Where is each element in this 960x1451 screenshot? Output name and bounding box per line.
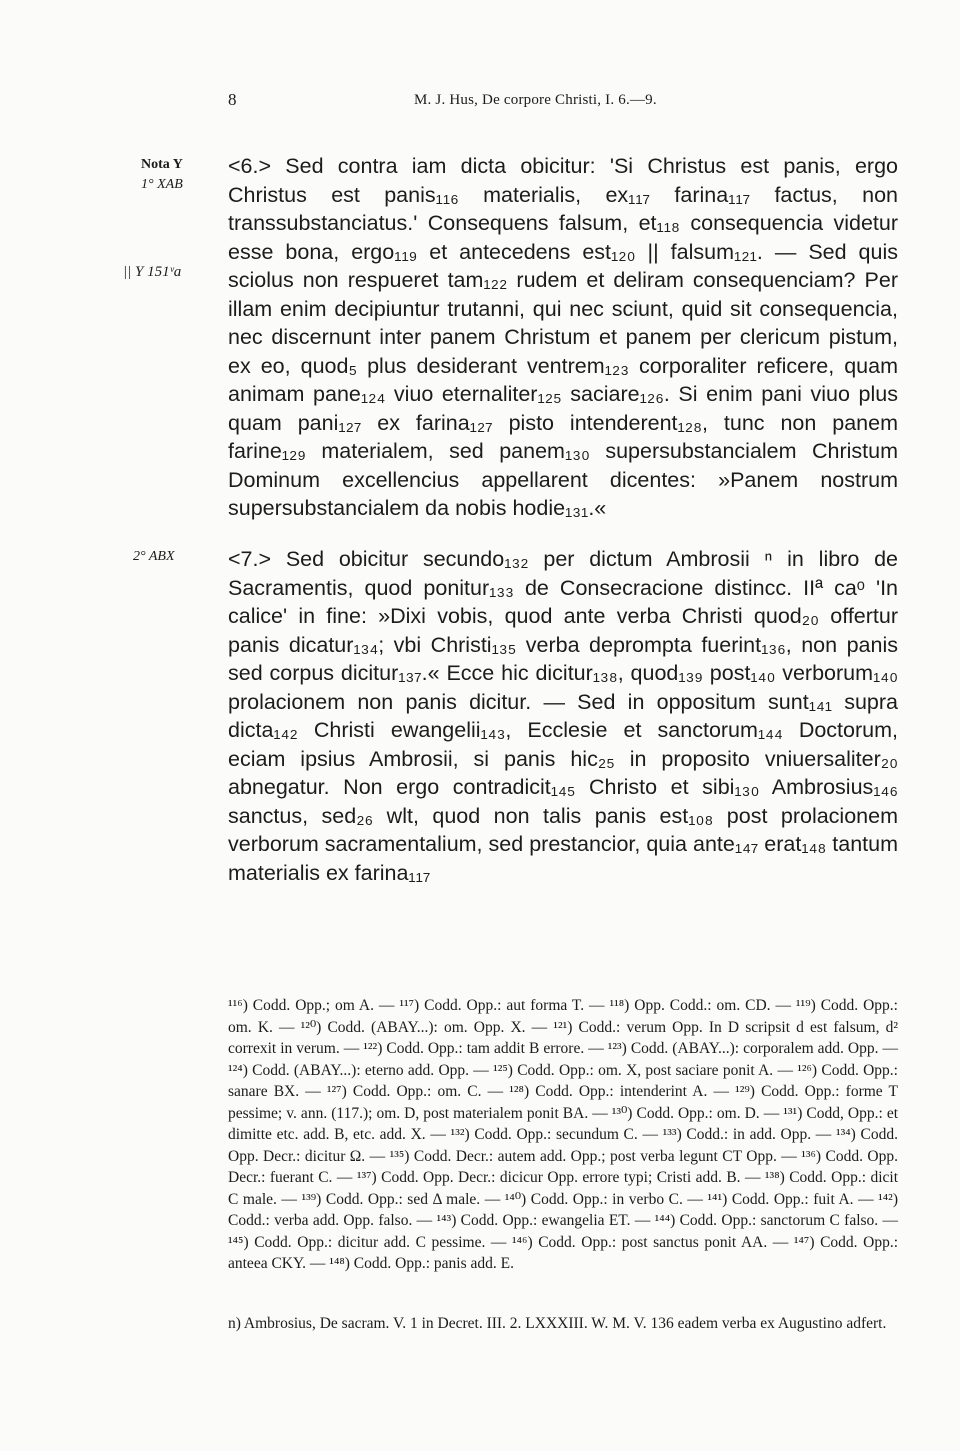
critical-apparatus-footnotes: ¹¹⁶) Codd. Opp.; om A. — ¹¹⁷) Codd. Opp.: aut forma T. — ¹¹⁸) Opp. Codd.: om. CD. — ¹¹⁹) Codd. Opp.: om. K. — ¹²⁰) Codd. (ABAY...): om. Opp. X. — ¹²¹) Codd.: verum Opp. In D scripsit d est falsum, d² correxit in verum. — ¹²²) Codd. Opp.: tam addit B errore. — ¹²³) Codd. (ABAY...): corporalem add. Opp. — ¹²⁴) Codd. (ABAY...): eterno add. Opp. — ¹²⁵) Codd. Opp.: om. X, post saciare ponit A. — ¹²⁶) Codd. Opp.: sanare BX. — ¹²⁷) Codd. Opp.: om. C. — ¹²⁸) Codd. Opp.: intenderint A. — ¹²⁹) Codd. Opp.: forme T pessime; v. ann. (117.); om. D, post materialem ponit BA. — ¹³⁰) Codd. Opp.: om. D. — ¹³¹) Codd, Opp.: et dimitte etc. add. B, etc. add. X. — ¹³²) Codd. Opp.: secundum C. — ¹³³) Codd.: in add. Opp. — ¹³⁴) Codd. Opp. Decr.: dicitur Ω. — ¹³⁵) Codd. Decr.: autem add. Opp.; post verba legunt CT Opp. — ¹³⁶) Codd. Opp. Decr.: fuerant C. — ¹³⁷) Codd. Opp. Decr.: dicicur Opp. errore typi; Cristi add. B. — ¹³⁸) Codd. Opp.: dicit C male. — ¹³⁹) Codd. Opp.: sed Δ male. — ¹⁴⁰) Codd. Opp.: in verbo C. — ¹⁴¹) Codd. Opp.: fuit A. — ¹⁴²) Codd.: verba add. Opp. falso. — ¹⁴³) Codd. Opp.: ewangelia ET. — ¹⁴⁴) Codd. Opp.: sanctorum C falso. — ¹⁴⁵) Codd. Opp.: dicitur add. C pessime. — ¹⁴⁶) Codd. Opp.: post sanctus ponit AA. — ¹⁴⁷) Codd. Opp.: anteea CKY. — ¹⁴⁸) Codd. Opp.: panis add. E. [228,997,898,1272]
margin-note-nota-y: Nota Y [141,157,183,172]
margin-note-xab: 1° XAB [141,177,183,192]
running-title: M. J. Hus, De corpore Christi, I. 6.—9. [414,92,657,108]
page-number: 8 [228,90,237,109]
margin-note-abx: 2° ABX [133,549,175,564]
margin-note-folio-y151: || Y 151ᵛa [123,264,182,280]
paragraph-7: <7.> Sed obicitur secundo₁₃₂ per dictum Ambrosii ⁿ in libro de Sacramentis, quod ponitur₁₃₃ de Consecracione distincc. IIª caᵒ 'In calice' in fine: »Dixi vobis, quod ante verba Christi quod₂₀ offertur panis dicatur₁₃₄; vbi Christi₁₃₅ verba deprompta fuerint₁₃₆, non panis sed corpus dicitur₁₃₇.« Ecce hic dicitur₁₃₈, quod₁₃₉ post₁₄₀ verborum₁₄₀ prolacionem non panis dicitur. — Sed in oppositum sunt₁₄₁ supra dicta₁₄₂ Christi ewangelii₁₄₃, Ecclesie et sanctorum₁₄₄ Doctorum, eciam ipsius Ambrosii, si panis hic₂₅ in proposito vniuersaliter₂₀ abnegatur. Non ergo contradicit₁₄₅ Christo et sibi₁₃₀ Ambrosius₁₄₆ sanctus, sed₂₆ wlt, quod non talis panis est₁₀₈ post prolacionem verborum sacramentalium, sed prestancior, quia ante₁₄₇ erat₁₄₈ tantum materialis ex farina₁₁₇ [228,547,898,885]
paragraph-6: <6.> Sed contra iam dicta obicitur: 'Si Christus est panis, ergo Christus est panis₁₁₆ materialis, ex₁₁₇ farina₁₁₇ factus, non transsubstanciatus.' Consequens falsum, et₁₁₈ consequencia videtur esse bona, ergo₁₁₉ et antecedens est₁₂₀ || falsum₁₂₁. — Sed quis sciolus non respueret tam₁₂₂ rudem et deliram consequenciam? Per illam enim decipiuntur trutanni, qui nec sciunt, quid sit consequencia, nec discernunt inter panem Christum et panem per clericum pistum, ex eo, quod₅ plus desiderant ventrem₁₂₃ corporaliter reficere, quam animam pane₁₂₄ viuo eternaliter₁₂₅ saciare₁₂₆. Si enim pani viuo plus quam pani₁₂₇ ex farina₁₂₇ pisto intenderent₁₂₈, tunc non panem farine₁₂₉ materialem, sed panem₁₃₀ supersubstancialem Christum Dominum excellencius appellarent dicentes: »Panem nostrum supersubstancialem da nobis hodie₁₃₁.« [228,154,898,520]
source-footnote-n: n) Ambrosius, De sacram. V. 1 in Decret. III. 2. LXXXIII. W. M. V. 136 eadem verba ex Augustino adfert. [228,1315,887,1332]
